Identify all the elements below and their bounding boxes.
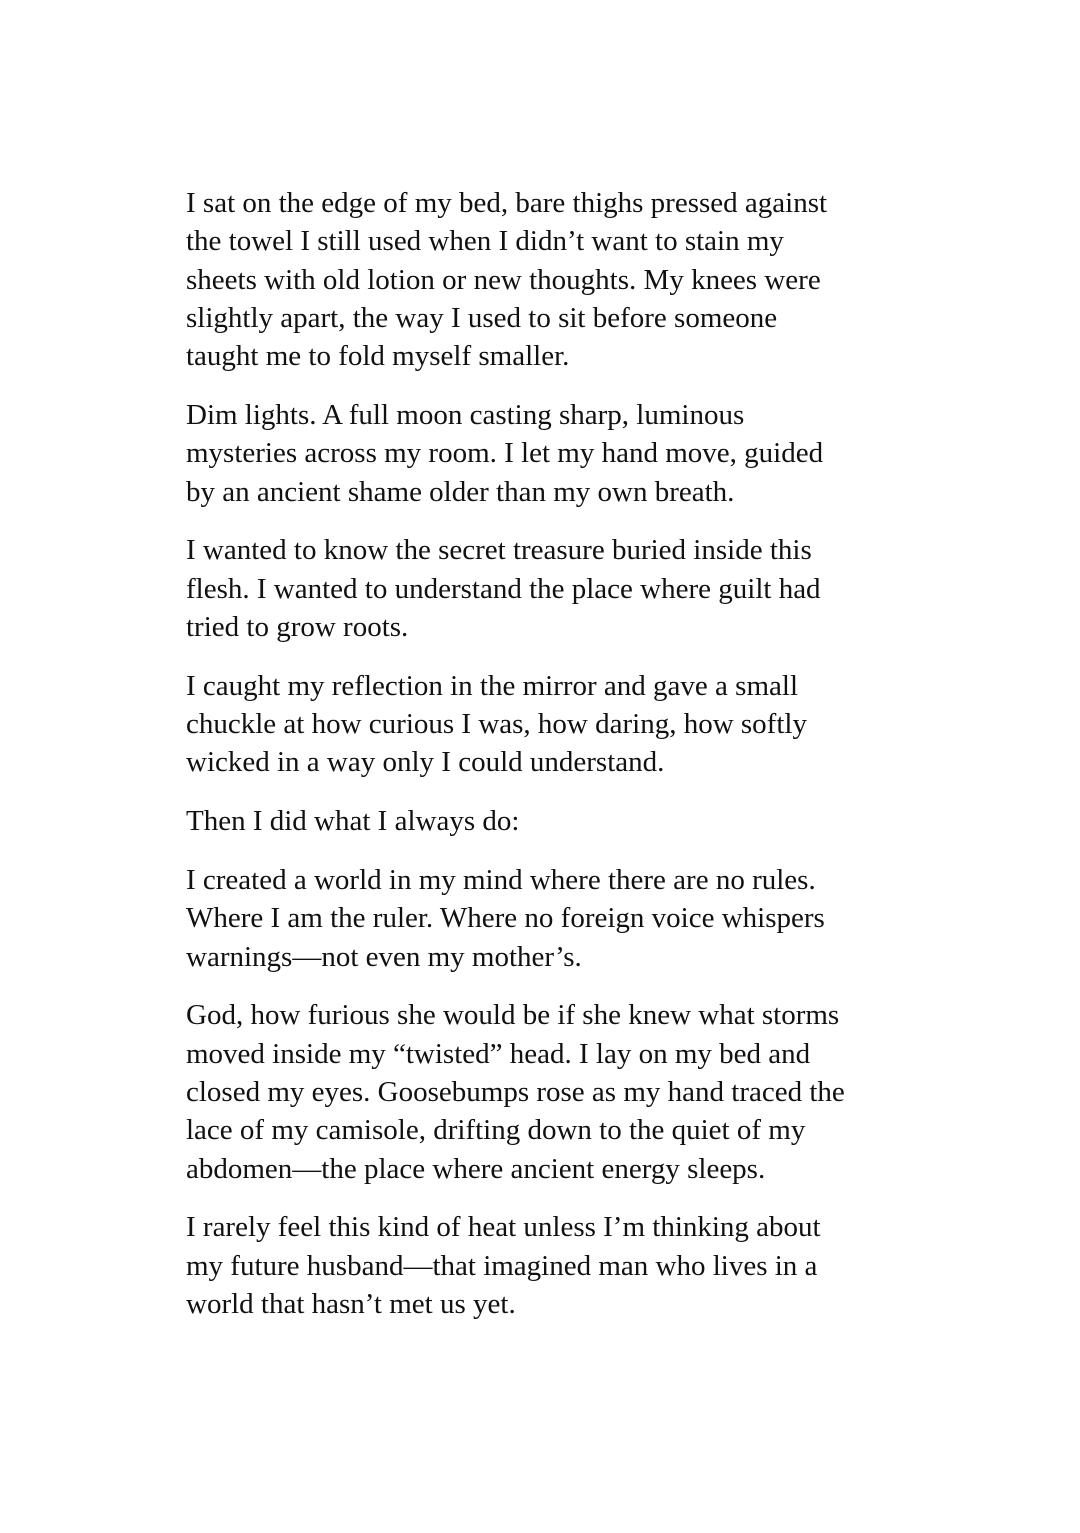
body-text [186,184,906,1344]
paragraph-4: I caught my reflection in the mirror and gave a small chuckle at how curious I was, how daring, how softly wicked in a way only I could understand. [186,669,807,779]
paragraph-1: I sat on the edge of my bed, bare thighs pressed against the towel I still used when I didn’t want to stain my sheets with old lotion or new thoughts. My knees were slightly apart, the way I used to sit before someone taught me to fold myself smaller. [186,187,828,373]
paragraph-8: I rarely feel this kind of heat unless I’m thinking about my future husband—that imagined man who lives in a world that hasn’t met us yet. [186,1211,821,1320]
paragraph-6: I created a world in my mind where there are no rules. Where I am the ruler. Where no foreign voice whispers warnings—not even my mother’s. [186,863,825,973]
paragraph-7: God, how furious she would be if she knew what storms moved inside my “twisted” head. I lay on my bed and closed my eyes. Goosebumps rose as my hand traced the lace of my camisole, drifting down to the quiet of my abdomen—the place where ancient energy sleeps. [186,999,845,1185]
paragraph-3: I wanted to know the secret treasure buried inside this flesh. I wanted to understand the place where guilt had tried to grow roots. [186,534,821,643]
paragraph-5: Then I did what I always do: [186,805,520,838]
paragraph-2: Dim lights. A full moon casting sharp, luminous mysteries across my room. I let my hand move, guided by an ancient shame older than my own breath. [186,398,824,508]
